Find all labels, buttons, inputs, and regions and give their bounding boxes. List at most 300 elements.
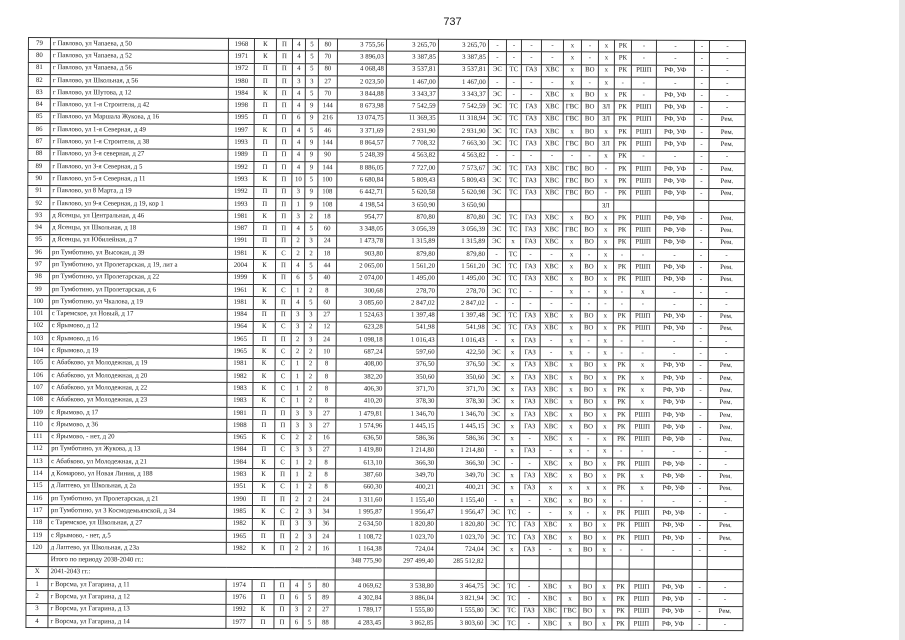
table-cell: 4 [292, 51, 305, 63]
table-cell: - [580, 347, 597, 359]
table-cell: 2 [291, 432, 304, 444]
table-cell: Рем. [707, 532, 743, 544]
table-cell: 1982 [226, 518, 252, 530]
table-cell: х [561, 581, 579, 593]
table-cell: 100 [27, 296, 49, 308]
table-cell: 4 302,84 [335, 592, 384, 605]
table-cell: 1977 [226, 616, 252, 628]
table-cell: 8 [317, 395, 336, 407]
table-cell: - [709, 250, 745, 262]
table-cell: г Павлово, ул Чапаева, д 50 [50, 38, 228, 51]
table-cell: 144 [318, 100, 337, 112]
table-cell [488, 199, 506, 211]
table-cell: 1 789,17 [335, 605, 384, 618]
table-cell: 2 [305, 211, 318, 223]
table-cell: ВО [580, 421, 597, 433]
table-cell: 1 561,20 [437, 261, 487, 274]
table-cell: К [254, 248, 276, 260]
table-cell: - [694, 163, 709, 175]
table-cell: ГВС [563, 163, 581, 175]
table-cell: - [693, 323, 708, 335]
table-cell: ВО [579, 593, 596, 605]
table-cell: РК [613, 483, 630, 495]
table-cell: П [274, 604, 290, 616]
table-cell: х [596, 532, 612, 544]
table-cell: ГАЗ [519, 544, 539, 556]
table-cell: х [598, 237, 614, 249]
table-cell: К [253, 346, 275, 358]
table-cell: ГВС [561, 605, 579, 617]
table-cell: - [631, 89, 656, 101]
table-cell: 4 068,48 [337, 63, 386, 76]
table-cell: 2 [304, 469, 317, 481]
table-cell: РК [614, 52, 631, 64]
table-cell: г Павлово, ул 1-я Строителя, д 38 [50, 136, 228, 149]
table-cell: 1971 [228, 51, 254, 63]
table-cell: х [562, 310, 580, 322]
table-cell: П [274, 580, 290, 592]
table-cell: 422,50 [437, 347, 487, 360]
table-cell: ХВС [540, 409, 562, 421]
table-cell: 88 [28, 148, 50, 160]
table-cell: 8 [317, 358, 336, 370]
table-cell: К [253, 395, 275, 407]
table-cell: - [505, 458, 520, 470]
table-cell: 1 [291, 469, 304, 481]
table-cell: ХВС [541, 163, 563, 175]
table-cell: - [694, 53, 709, 65]
table-cell: 2 [290, 494, 303, 506]
table-cell: х [596, 495, 612, 507]
table-cell: - [707, 495, 743, 507]
table-cell: х [596, 581, 612, 593]
table-cell: х [598, 151, 614, 163]
table-cell: 89 [28, 160, 50, 172]
table-cell: х [562, 323, 580, 335]
table-cell: х [505, 335, 520, 347]
table-cell: х [504, 544, 519, 556]
table-cell: 541,98 [385, 322, 437, 335]
table-cell: - [655, 446, 693, 458]
table-cell: - [598, 188, 614, 200]
table-cell: 3 464,75 [436, 580, 486, 593]
table-cell: П [254, 235, 276, 247]
table-cell: РШП [629, 581, 654, 593]
table-cell [581, 200, 598, 212]
table-cell: 366,30 [437, 457, 487, 470]
table-cell: х [563, 237, 581, 249]
table-cell: С [276, 248, 292, 260]
table-cell: РК [613, 261, 630, 273]
table-cell: ТС [506, 126, 521, 138]
table-cell: С [275, 285, 291, 297]
table-cell: - [693, 286, 708, 298]
table-cell: 2 [292, 235, 305, 247]
table-cell: Рем. [709, 188, 745, 200]
table-cell: РФ, УФ [655, 262, 693, 274]
table-cell: х [562, 421, 580, 433]
table-cell: х [597, 458, 613, 470]
table-cell: 4 [292, 88, 305, 100]
table-cell: х [630, 384, 655, 396]
table-cell: Рем. [708, 422, 744, 434]
table-cell: х [598, 212, 614, 224]
table-cell: ГАЗ [521, 64, 541, 76]
table-cell: 88 [316, 617, 335, 629]
table-cell: 406,30 [336, 383, 385, 396]
table-cell: 27 [317, 408, 336, 420]
table-cell: - [656, 53, 694, 65]
table-cell: РК [612, 520, 629, 532]
table-cell: - [693, 262, 708, 274]
table-cell: - [613, 347, 630, 359]
table-cell: РФ, УФ [655, 471, 693, 483]
table-cell: П [253, 407, 275, 419]
table-cell: РК [613, 458, 630, 470]
table-cell: 350,60 [385, 371, 437, 384]
table-cell: 1 [26, 579, 48, 591]
table-cell: П [254, 223, 276, 235]
table-cell: г Павлово, ул 3-я северная, д 27 [50, 148, 228, 161]
table-cell: г Ворсма, ул Гагарина, д 12 [48, 591, 226, 604]
table-cell: С [275, 481, 291, 493]
table-cell: ГАЗ [520, 322, 540, 334]
table-cell: РК [614, 212, 631, 224]
table-cell [612, 557, 629, 569]
table-cell: 541,98 [437, 322, 487, 335]
table-cell: РШП [630, 409, 655, 421]
table-cell: х [597, 409, 613, 421]
table-cell: 70 [318, 51, 337, 63]
table-cell: 2 [303, 604, 316, 616]
table-cell: 24 [317, 334, 336, 346]
table-cell: с Ярымово, д 12 [49, 320, 227, 333]
table-cell: г Павлово, ул Шутова, д 12 [50, 87, 228, 100]
table-cell: 1 473,78 [337, 236, 386, 249]
table-cell: ГАЗ [521, 175, 541, 187]
table-cell: РФ, УФ [655, 360, 693, 372]
table-cell: РФ, УФ [655, 483, 693, 495]
table-cell: - [541, 52, 563, 64]
table-cell: 5 [304, 272, 317, 284]
table-cell: - [597, 298, 613, 310]
table-cell: с Абабково, ул Молодежная, д 21 [49, 456, 227, 469]
table-cell: 3 [305, 76, 318, 88]
table-cell: ВО [580, 458, 597, 470]
table-cell: ХВС [540, 261, 562, 273]
table-cell: 2 074,00 [336, 272, 385, 285]
table-cell: 2 [305, 248, 318, 260]
table-cell: г Павлово, ул Чапаева, д 52 [50, 50, 228, 63]
table-cell: ЭС [487, 310, 505, 322]
table-cell: х [561, 618, 579, 630]
table-cell [384, 568, 436, 581]
table-cell: х [597, 347, 613, 359]
table-cell: ТС [506, 163, 521, 175]
table-cell: 2 847,02 [385, 297, 437, 310]
table-cell: П [254, 75, 276, 87]
table-cell: - [506, 76, 521, 88]
table-cell: 1 [291, 457, 304, 469]
table-cell: РК [614, 126, 631, 138]
table-cell: г Павлово, ул 5-я Северная, д 11 [50, 173, 228, 186]
table-cell: 2041-2043 гг.: [48, 566, 335, 580]
table-cell: ТС [506, 187, 521, 199]
table-cell: - [539, 544, 561, 556]
table-cell: ТС [506, 249, 521, 261]
table-cell: 111 [27, 431, 49, 443]
table-cell: - [631, 151, 656, 163]
table-cell: 6 [291, 272, 304, 284]
table-cell: 7 542,59 [438, 101, 488, 114]
table-cell: 119 [26, 529, 48, 541]
table-cell: 1961 [227, 284, 253, 296]
table-cell: ЭС [487, 285, 505, 297]
table-cell: - [694, 139, 709, 151]
table-cell: 1 445,15 [385, 420, 437, 433]
table-cell: ЭС [486, 531, 504, 543]
table-cell: РК [613, 434, 630, 446]
table-cell: ЭС [488, 89, 506, 101]
table-cell: 10 [317, 346, 336, 358]
table-cell: д Лаптево, ул Школьная, д 23а [48, 542, 226, 555]
table-cell: 1 956,47 [384, 506, 436, 519]
table-cell: - [693, 409, 708, 421]
table-cell: - [694, 249, 709, 261]
table-cell: - [692, 606, 707, 618]
table-cell: 7 663,30 [438, 138, 488, 151]
table-cell: 18 [318, 248, 337, 260]
table-cell: Рем. [708, 372, 744, 384]
table-cell: - [598, 163, 614, 175]
table-cell: Рем. [708, 397, 744, 409]
table-cell: 400,21 [385, 482, 437, 495]
table-cell: 3 056,39 [386, 224, 438, 237]
table-cell: 3 [304, 420, 317, 432]
table-cell: 8 [317, 457, 336, 469]
table-cell: 3 537,81 [386, 64, 438, 77]
table-cell [614, 200, 631, 212]
table-cell: х [580, 483, 597, 495]
table-cell: 1 555,80 [384, 605, 436, 618]
table-cell: 108 [27, 394, 49, 406]
table-cell: х [562, 396, 580, 408]
table-cell: 108 [318, 199, 337, 211]
table-cell: 3 [292, 186, 305, 198]
table-cell: ЭС [487, 470, 505, 482]
table-cell: П [276, 235, 292, 247]
table-cell: К [253, 481, 275, 493]
table-cell [561, 569, 579, 581]
table-cell: - [540, 298, 562, 310]
table-cell: П [274, 543, 290, 555]
table-cell: 1 [291, 481, 304, 493]
table-cell: 1989 [228, 149, 254, 161]
table-cell: К [254, 51, 276, 63]
table-cell: х [596, 520, 612, 532]
table-cell: 4 [292, 149, 305, 161]
table-cell: г Павлово, ул Школьная, д 56 [50, 74, 228, 87]
table-cell: 110 [27, 419, 49, 431]
table-cell: х [598, 249, 614, 261]
table-cell: 349,70 [437, 470, 487, 483]
table-cell: х [630, 483, 655, 495]
table-cell: 1 445,15 [437, 420, 487, 433]
table-cell: 2 [291, 334, 304, 346]
table-cell: - [694, 126, 709, 138]
table-cell: 90 [28, 173, 50, 185]
table-cell: х [630, 286, 655, 298]
table-cell: - [694, 151, 709, 163]
table-cell: ЭС [487, 458, 505, 470]
table-cell: РФ, УФ [655, 409, 693, 421]
table-cell: 84 [28, 99, 50, 111]
table-cell: ЗЛ [598, 101, 614, 113]
table-cell: П [276, 137, 292, 149]
table-cell: С [274, 506, 290, 518]
table-cell: 1984 [227, 456, 253, 468]
table-cell: ГВС [563, 175, 581, 187]
table-cell: РШП [629, 532, 654, 544]
table-cell: РШП [631, 188, 656, 200]
table-cell [707, 557, 743, 569]
table-cell: 278,70 [437, 285, 487, 298]
table-cell: 18 [318, 211, 337, 223]
table-cell: 3 650,90 [386, 199, 438, 212]
table-cell: 8 [317, 481, 336, 493]
table-cell: - [631, 249, 656, 261]
table-cell: ХВС [541, 126, 563, 138]
table-cell: 36 [316, 518, 335, 530]
table-cell: х [563, 212, 581, 224]
table-cell: 378,30 [437, 396, 487, 409]
table-cell: ГАЗ [520, 310, 540, 322]
table-cell: П [254, 63, 276, 75]
table-cell: 27 [318, 76, 337, 88]
table-cell: Рем. [708, 385, 744, 397]
table-cell: 408,00 [336, 359, 385, 372]
table-cell: РК [612, 532, 629, 544]
table-cell: ТС [505, 322, 520, 334]
table-cell: К [252, 506, 274, 518]
table-cell: х [563, 126, 581, 138]
table-cell: рп Тумботино, ул Пролетарская, д 6 [49, 284, 227, 297]
table-cell: ЭС [488, 212, 506, 224]
table-cell: х [562, 273, 580, 285]
table-cell: 1 524,63 [336, 309, 385, 322]
table-cell: РК [612, 618, 629, 630]
table-cell: 1983 [227, 469, 253, 481]
table-cell: 4 069,62 [335, 580, 384, 593]
table-cell: - [580, 286, 597, 298]
table-cell: 879,80 [386, 248, 438, 261]
table-cell: ЭС [486, 581, 504, 593]
table-cell: с Абабково, ул Молодежная, д 22 [49, 382, 227, 395]
table-cell: х [596, 593, 612, 605]
table-cell: - [692, 520, 707, 532]
table-cell: 1 098,18 [336, 334, 385, 347]
table-cell: 24 [316, 494, 335, 506]
table-cell: 34 [316, 506, 335, 518]
table-cell: - [562, 298, 580, 310]
table-cell: х [597, 397, 613, 409]
table-cell: ГАЗ [520, 273, 540, 285]
table-cell: П [275, 297, 291, 309]
table-cell: РК [614, 163, 631, 175]
table-cell: - [506, 40, 521, 52]
table-cell: РК [614, 175, 631, 187]
table-cell: К [253, 297, 275, 309]
table-cell: ЭС [487, 347, 505, 359]
table-cell: 1 479,81 [336, 408, 385, 421]
table-cell: 92 [28, 197, 50, 209]
table-cell: 99 [27, 283, 49, 295]
table-cell: 285 512,82 [436, 556, 486, 569]
table-cell: х [597, 372, 613, 384]
table-cell: 83 [28, 87, 50, 99]
table-cell: - [613, 298, 630, 310]
table-cell: 3 844,88 [337, 88, 386, 101]
table-cell: х [598, 126, 614, 138]
table-cell: ЭС [488, 113, 506, 125]
table-cell: 410,20 [336, 395, 385, 408]
table-cell: с Ярымово, - нет, д.5 [48, 529, 226, 542]
table-cell: П [252, 592, 274, 604]
table-cell: 2 [292, 248, 305, 260]
table-cell: х [562, 347, 580, 359]
table-cell: д Лаптево, ул Школьная, д 2а [49, 480, 227, 493]
table-cell: Рем. [709, 176, 745, 188]
table-cell: ГАЗ [521, 212, 541, 224]
table-cell: ЭС [487, 372, 505, 384]
table-cell [596, 569, 612, 581]
table-cell: РШП [631, 237, 656, 249]
table-cell: 1982 [226, 543, 252, 555]
table-cell: 1 820,80 [436, 519, 486, 532]
table-cell: 1987 [228, 223, 254, 235]
table-cell: х [505, 445, 520, 457]
table-cell: Рем. [708, 274, 744, 286]
table-cell: 1 467,00 [438, 76, 488, 89]
table-cell: 1985 [226, 506, 252, 518]
table-cell: ТС [504, 593, 519, 605]
table-cell: х [561, 495, 579, 507]
table-cell: х [562, 458, 580, 470]
table-cell: - [693, 385, 708, 397]
table-cell: РШП [631, 126, 656, 138]
table-cell: - [692, 594, 707, 606]
table-cell: ГВС [563, 138, 581, 150]
table-cell: К [252, 518, 274, 530]
table-cell: Рем. [708, 483, 744, 495]
table-cell: - [581, 151, 598, 163]
table-cell: 1 419,80 [336, 445, 385, 458]
table-cell: РФ, УФ [655, 458, 693, 470]
table-cell: ТС [506, 224, 521, 236]
table-cell: 2 [303, 494, 316, 506]
table-cell [579, 569, 596, 581]
table-cell: 114 [27, 468, 49, 480]
table-cell [26, 554, 48, 566]
table-cell [656, 200, 694, 212]
table-cell: - [631, 52, 656, 64]
table-cell: - [630, 298, 655, 310]
table-cell: 112 [27, 443, 49, 455]
table-cell: П [254, 161, 276, 173]
table-cell: 9 [305, 162, 318, 174]
table-cell: К [254, 88, 276, 100]
table-cell: 6 442,71 [337, 186, 386, 199]
